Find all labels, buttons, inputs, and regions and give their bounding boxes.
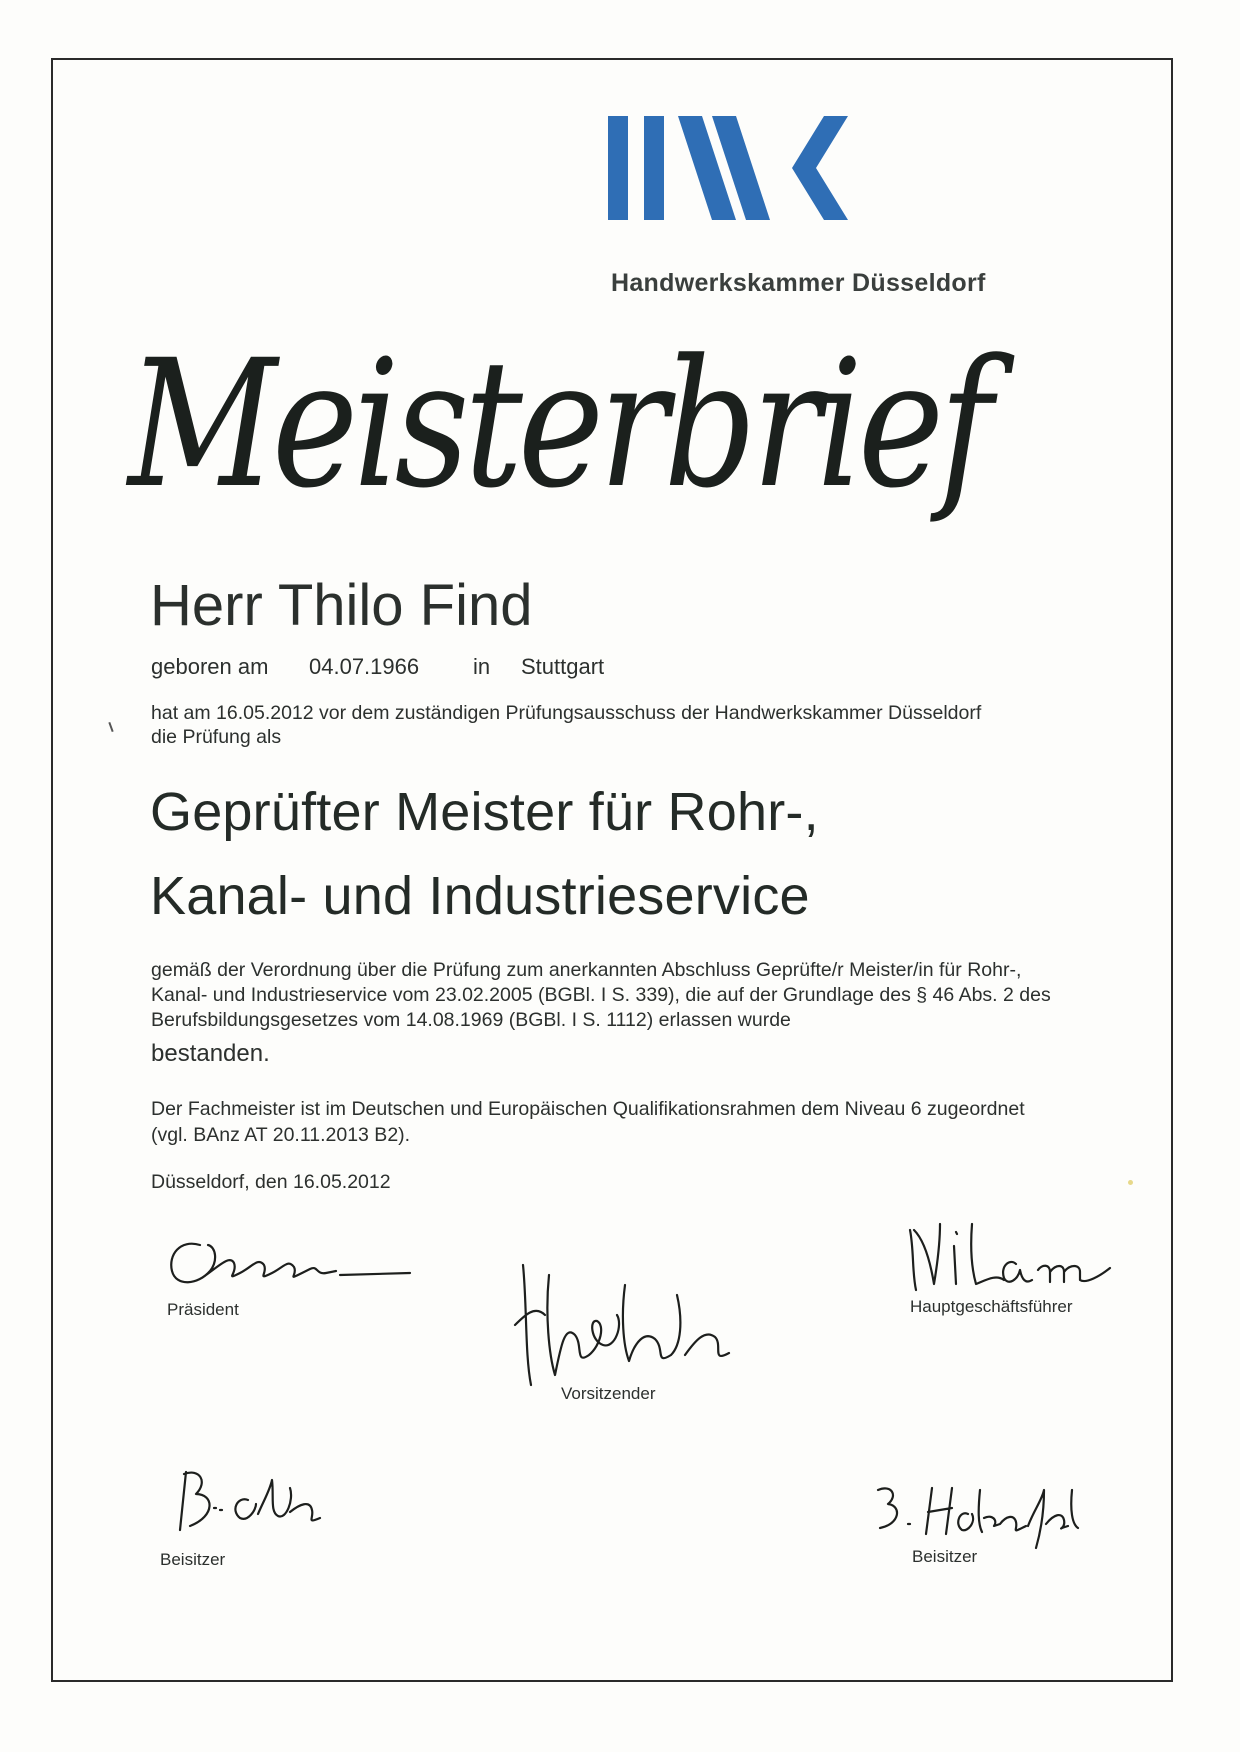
exam-text-line-2: die Prüfung als (151, 726, 282, 748)
organization-name: Handwerkskammer Düsseldorf (611, 269, 986, 297)
managing-director-label: Hauptgeschäftsführer (910, 1297, 1073, 1316)
regulation-text-line-3: Berufsbildungsgesetzes vom 14.08.1969 (BGBl. I S. 1112) erlassen wurde (151, 1009, 791, 1031)
president-label: Präsident (167, 1300, 239, 1319)
assessor-left-label: Beisitzer (160, 1550, 226, 1569)
scan-speck (1128, 1180, 1133, 1185)
president-signature (160, 1225, 420, 1305)
dqr-text-line-2: (vgl. BAnz AT 20.11.2013 B2). (151, 1124, 411, 1146)
managing-director-signature (900, 1210, 1140, 1300)
birth-date: 04.07.1966 (309, 654, 420, 679)
chairman-signature (505, 1245, 745, 1395)
qualification-line-2: Kanal- und Industrieservice (150, 866, 810, 926)
regulation-text-line-1: gemäß der Verordnung über die Prüfung zum anerkannten Abschluss Geprüfte/r Meister/in für Rohr-, (151, 959, 1022, 981)
birth-place: Stuttgart (521, 654, 605, 679)
passed-text: bestanden. (151, 1040, 270, 1067)
regulation-text-line-2: Kanal- und Industrieservice vom 23.02.2005 (BGBl. I S. 339), die auf der Grundlage des § 46 Abs. 2 des (151, 984, 1051, 1006)
recipient-name: Herr Thilo Find (150, 573, 533, 638)
hwk-logo (606, 114, 846, 224)
assessor-right-signature (868, 1480, 1098, 1550)
birth-label: geboren am (151, 654, 269, 679)
birth-in-label: in (473, 654, 491, 679)
chairman-label: Vorsitzender (561, 1384, 656, 1403)
assessor-right-label: Beisitzer (912, 1547, 978, 1566)
place-and-date: Düsseldorf, den 16.05.2012 (151, 1171, 391, 1193)
document-title (118, 300, 1038, 600)
svg-text:Meisterbrief: Meisterbrief (125, 322, 1016, 527)
dqr-text-line-1: Der Fachmeister ist im Deutschen und Europäischen Qualifikationsrahmen dem Niveau 6 zugeordnet (151, 1098, 1025, 1120)
exam-text-line-1: hat am 16.05.2012 vor dem zuständigen Prüfungsausschuss der Handwerkskammer Düsseldorf (151, 702, 982, 724)
qualification-title (150, 770, 819, 938)
qualification-line-1: Geprüfter Meister für Rohr-, (150, 782, 819, 842)
assessor-left-signature (160, 1460, 340, 1540)
